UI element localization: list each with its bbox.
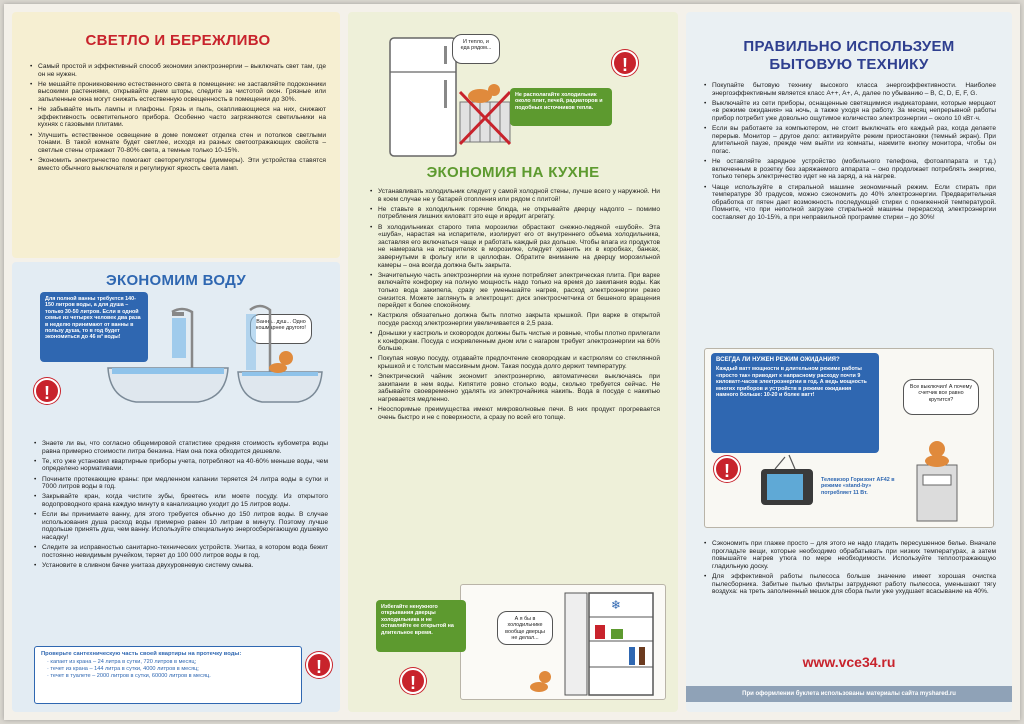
kitchen-tip-item: • Донышки у кастрюль и сковородок должны быть чистые и ровные, чтобы плотно прилегали к конфоркам. Посуда с искривленным дном или с нагаром требует электроэнергии на 60% больше. (370, 330, 660, 353)
water-tips-list (34, 440, 328, 572)
footer-credit: При оформлении буклета использованы материалы сайта myshared.ru (686, 686, 1012, 702)
section-kitchen-title: ЭКОНОМИЯ НА КУХНЕ (426, 164, 600, 181)
light-tip-item: • Экономить электричество помогают светорегуляторы (диммеры). Эти устройства ставятся вместо обычного выключателя и регулируют яркость света ламп. (30, 157, 326, 172)
tv-meter-icon (705, 349, 995, 529)
section-appliances-title-2: БЫТОВУЮ ТЕХНИКУ (769, 56, 929, 73)
fridge-warning-icon: ! (612, 50, 638, 76)
appliance-tip-item: • Покупайте бытовую технику высокого класса энергоэффективности. Наиболее энергоэффективным является класс А++, А+, А, далее по убыванию – B, C, D, E, F, G. (704, 82, 996, 97)
leak-check-box (34, 646, 302, 704)
section-appliances-title-1: ПРАВИЛЬНО ИСПОЛЬЗУЕМ (743, 38, 955, 55)
water-tip-item: • Если вы принимаете ванну, для этого требуется обычно до 150 литров воды. В случае использования душа расход воды примерно равен 10 литрам в минуту. Поэтому лучше подольше принять душ, чем ванну. Используйте специальную энергосберегающую душевую насадку! (34, 511, 328, 541)
fridge-note: Не располагайте холодильник около плит, печей, радиаторов и подобных источников тепла. (510, 88, 612, 126)
light-tip-item: • Улучшить естественное освещение в доме поможет отделка стен и потолков светлыми тонами. В такой комнате будет светлее, исходя из разных светоотражающих свойств – светлые стены отражают 70-80% света, а темные только 10-15%. (30, 132, 326, 155)
kitchen-tip-item: • Покупая новую посуду, отдавайте предпочтение сковородкам и кастрюлям со стеклянной крышкой и с толстым массивным дном. Такая посуда долго держит температуру. (370, 355, 660, 370)
leak-line: · течет в туалете – 2000 литров в сутки, 60000 литров в месяц. (47, 673, 211, 679)
water-note: Для полной ванны требуется 140-150 литров воды, а для душа – только 30-50 литров. Если в одной семье из четырех человек два раза в неделю принимают от ванны в пользу душа, то в год будет экономиться до 46 м³ воды! (40, 292, 148, 362)
tv-caption: Телевизор Горизонт AF42 в режиме «stand-by» потребляет 11 Вт. (821, 477, 895, 496)
appliance-tip-item: • Для эффективной работы пылесоса больше значение имеет хорошая очистка пылесборника. Забитые пылью фильтры затрудняют работу пылесоса, уменьшают тягу воздуха: на треть заполненный мешок для сбора пыли уже ухудшает всасывание на 40%. (704, 573, 996, 596)
kitchen-cat-bubble: И тепло, и еда рядом... (452, 34, 500, 64)
kitchen-tip-item: • Кастрюля обязательно должна быть плотно закрыта крышкой. При варке в открытой посуде расход электроэнергии увеличивается в 2,5 раза. (370, 312, 660, 327)
standby-cat-bubble: Все выключил! А почему счетчик все равно крутится? (903, 379, 979, 415)
appliance-tip-item: • Если вы работаете за компьютером, не стоит выключать его каждый раз, когда делаете перерыв. Монитор – другое дело: активируйте режим приостановки (темный экран). При длительной паузе, прежде чем выйти из комнаты, нажмите кнопку монитора, чтобы он погас. (704, 125, 996, 155)
light-tips-list (30, 63, 326, 172)
kitchen-tips-list (370, 188, 660, 424)
kitchen-tip-item: • Неоспоримые преимущества имеют микроволновые печи. В них продукт прогревается очень быстро и не с поверхности, а сразу по всей его толще. (370, 406, 660, 421)
light-tip-item: • Не мешайте проникновению естественного света в помещение: не заставляйте подоконники высокими растениями, открывайте днем шторы, следите за чистотой окон. Грязные или запыленные окна могут снижать естественную освещенность в помещении до 30%. (30, 81, 326, 104)
fridge-door-warning-icon: ! (400, 668, 426, 694)
section-water-title: ЭКОНОМИМ ВОДУ (106, 272, 246, 289)
water-tip-item: • Установите в сливном бачке унитаза двухуровневую систему смыва. (34, 562, 328, 570)
water-tip-item: • Почините протекающие краны: при медленном капании теряется 24 литра воды в сутки и 7000 литров воды в год. (34, 476, 328, 491)
water-tip-item: • Знаете ли вы, что согласно общемировой статистике средняя стоимость кубометра воды равна примерно стоимости литра бензина. Нам она пока обходится дешевле. (34, 440, 328, 455)
water-tip-item: • Закрывайте кран, когда чистите зубы, бреетесь или моете посуду. Из открытого водопроводного крана каждую минуту в канализацию уходит до 15 литров воды. (34, 493, 328, 508)
water-tip-item: • Следите за исправностью санитарно-технических устройств. Унитаз, в котором вода бежит постоянно невидимым ручейком, теряет до 100 000 литров воды в год. (34, 544, 328, 559)
water-cat-bubble: Ванна.. душ... Одно кошмарнее другого! (250, 314, 312, 344)
website-link[interactable]: www.vce34.ru (802, 654, 896, 670)
standby-warning-icon: ! (714, 456, 740, 482)
kitchen-tip-item: • Электрический чайник экономит электроэнергию, автоматически выключаясь при закипании в нем воды. Кипятите ровно столько воды, сколько требуется сейчас. Не забывайте своевременно удалять из электрочайника накипь. Вода в посуде с накипью нагревается медленно. (370, 373, 660, 403)
leak-check-title: Проверьте сантехническую часть своей квартиры на протечку воды: (41, 651, 242, 657)
light-tip-item: • Не забывайте мыть лампы и плафоны. Грязь и пыль, скапливающиеся на них, снижают эффективность осветительного прибора. Особенно часто загрязняются светильники на кухнях с газовыми плитами. (30, 106, 326, 129)
section-light-title: СВЕТЛО И БЕРЕЖЛИВО (85, 32, 271, 49)
appliance-tip-item: • Выключайте из сети приборы, оснащенные светящимися индикаторами, которые мерцают «в режиме ожидания» на ночь, а также уходя на работу. За месяц непрерывной работы прибор потребит уже довольно ощутимое количество электроэнергии – около 10 кВт·ч. (704, 100, 996, 123)
leak-warning-icon: ! (306, 652, 332, 678)
svg-text:❄: ❄ (611, 598, 622, 612)
fridge-cat-bubble: А я бы в холодильнике вообще дверцы не делал... (497, 611, 553, 645)
fridge-bottom-illustration (460, 584, 666, 700)
kitchen-tip-item: • Устанавливать холодильник следует у самой холодной стены, лучше всего у наружной. Ни в коем случае не у батарей отопления или рядом с плитой! (370, 188, 660, 203)
bathtubs-icon (32, 292, 328, 410)
open-fridge-icon (461, 585, 667, 701)
appliance-tip-item: • Не оставляйте зарядное устройство (мобильного телефона, фотоаппарата и т.д.) включенным в розетку без заряжаемого аппарата – оно продолжает потреблять энергию, только теперь электричество идет не на заряд, а на нагрев. (704, 158, 996, 181)
standby-note-title: ВСЕГДА ЛИ НУЖЕН РЕЖИМ ОЖИДАНИЯ? (716, 357, 840, 363)
appliance-tips-list (704, 82, 996, 224)
leak-line: · течет из крана – 144 литра в сутки, 4000 литров в месяц; (47, 666, 199, 672)
standby-illustration (704, 348, 994, 528)
bath-illustration (32, 292, 328, 410)
water-warning-icon: ! (34, 378, 60, 404)
light-tip-item: • Самый простой и эффективный способ экономии электроэнергии – выключать свет там, где он не нужен. (30, 63, 326, 78)
kitchen-tip-item: • В холодильниках старого типа морозилки обрастают снежно-ледяной «шубой». Эта «шуба», нарастая на испарителе, изолирует его от внутреннего объема холодильника, заставляя его включаться чаще и работать каждый раз дольше. Чтобы влага из продуктов не намерзала на испарителях в морозилке, следует хранить их в коробках, банках, завернутыми в фольгу или в целлофан. Обратите внимание на дверцу морозильной камеры – она всегда должна быть закрыта. (370, 224, 660, 270)
leak-line: · капает из крана – 24 литра в сутки, 720 литров в месяц; (47, 659, 197, 665)
kitchen-tip-item: • Не ставьте в холодильник горячие блюда, не открывайте дверцу надолго – помимо потребления лишних киловатт это еще и вредит агрегату. (370, 206, 660, 221)
section-kitchen (348, 12, 678, 712)
leak-lines (35, 659, 301, 680)
fridge-door-note: Избегайте ненужного открывания дверцы холодильника и не оставляйте ее открытой на длительное время. (376, 600, 466, 652)
appliance-tips-list-2 (704, 540, 996, 598)
standby-note-text: Каждый ватт мощности в длительном режиме работы «просто так» приводит к напрасному расходу почти 9 киловатт-часов электроэнергии в год. А ведь мощность многих приборов и устройств в режиме ожидания намного больше: 10-20 и более ватт! (716, 366, 867, 399)
water-tip-item: • Те, кто уже установил квартирные приборы учета, потребляют на 40-60% меньше воды, чем определено нормативами. (34, 458, 328, 473)
kitchen-tip-item: • Значительную часть электроэнергии на кухне потребляет электрическая плита. При варке включайте конфорку на полную мощность надо только на время до закипания воды. Как только вода закипела, сразу же уменьшайте нагрев, расход электроэнергии резко снизится. Можете заглянуть в электрощит: диск электросчетчика от бешеного вращения перейдет к более спокойному. (370, 272, 660, 310)
appliance-tip-item: • Сэкономить при глажке просто – для этого не надо гладить пересушенное белье. Вначале прогладьте вещи, которые необходимо обрабатывать при низких температурах, а затем повышайте нагрев утюга по мере необходимости. Используйте теплоотражающую гладильную доску. (704, 540, 996, 570)
section-water (12, 262, 340, 712)
section-appliances (686, 12, 1012, 712)
section-light (12, 12, 340, 258)
appliance-tip-item: • Чаще используйте в стиральной машине экономичный режим. Если стирать при температуре 30 градусов, можно сэкономить до 40% электроэнергии. Предварительная обработка от пятен дает возможность последующей стирки с пониженной температурой. Помните, что при неполной загрузке стиральной машины перерасход электроэнергии составляет до 10-15%, а при неправильной программе стирки – до 30%! (704, 184, 996, 222)
booklet-sheet (4, 4, 1020, 720)
